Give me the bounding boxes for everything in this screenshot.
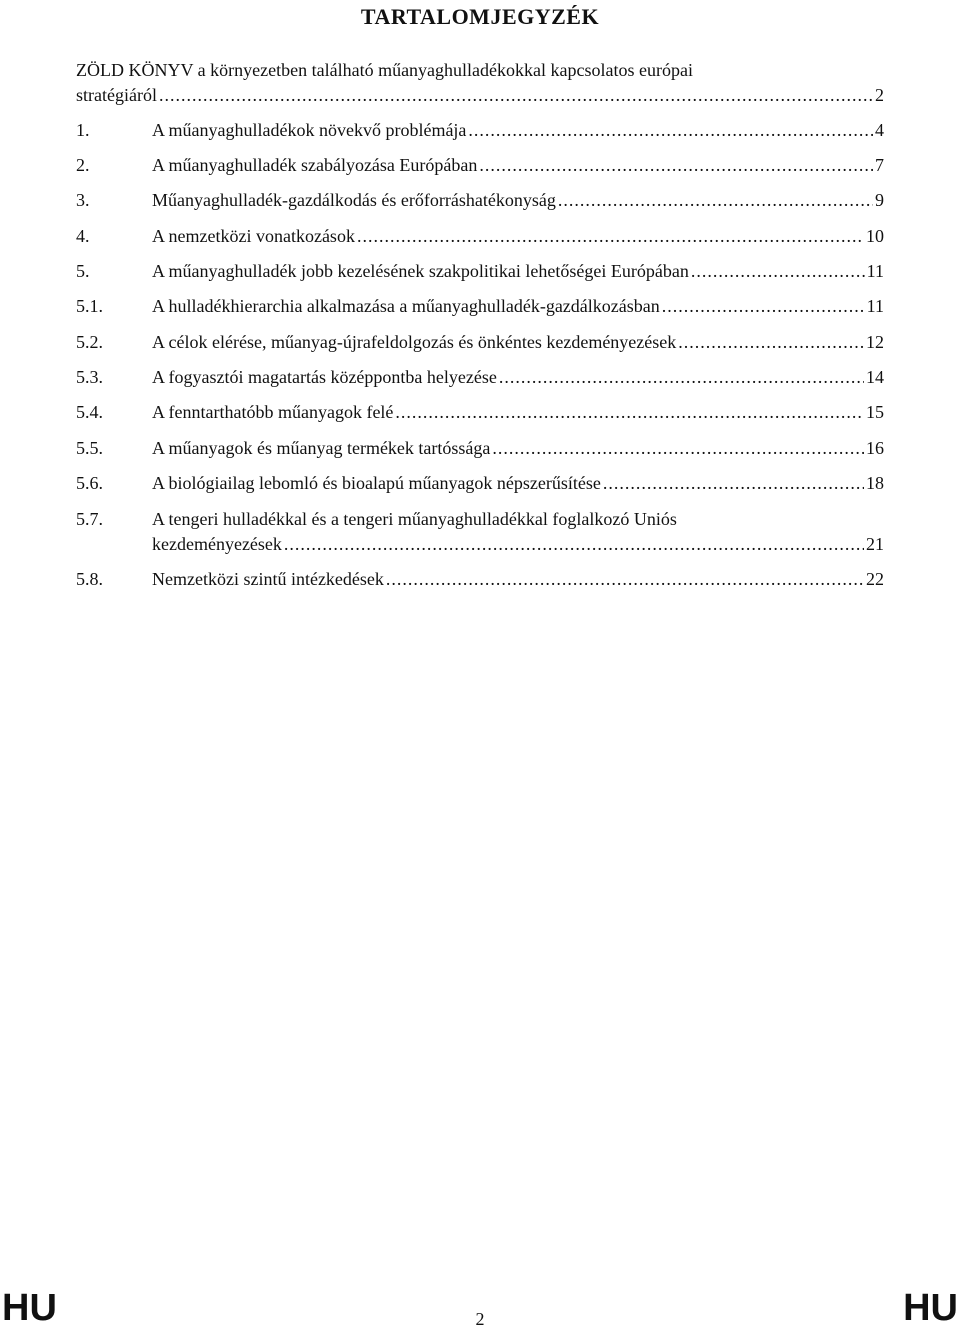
toc-entry-number: 5.8. [76, 569, 103, 589]
leader-dots [468, 118, 873, 143]
toc-entry-text: A műanyaghulladékok növekvő problémája [152, 120, 467, 140]
toc-entry-text: A fenntarthatóbb műanyagok felé [152, 402, 394, 422]
toc-entry-5-4[interactable] [76, 400, 884, 425]
toc-entry-number: 5.1. [76, 296, 103, 316]
leader-dots [159, 83, 873, 108]
leader-dots [492, 436, 864, 461]
toc-page-number: 2 [875, 85, 884, 105]
toc-page-number: 10 [866, 226, 884, 246]
toc-entry-text: A célok elérése, műanyag-újrafeldolgozás és önkéntes kezdeményezések [152, 332, 677, 352]
toc-page-number: 21 [866, 534, 884, 554]
toc-entry-text: kezdeményezések [152, 534, 282, 554]
toc-entry-text: stratégiáról [76, 85, 157, 105]
toc-entry-text: A műanyaghulladék szabályozása Európában [152, 155, 478, 175]
toc-entry-number: 5. [76, 261, 90, 281]
toc-page-number: 9 [875, 190, 884, 210]
page-title: TARTALOMJEGYZÉK [360, 4, 600, 29]
toc-page-number: 11 [866, 296, 884, 316]
toc-entry-number: 5.7. [76, 509, 103, 529]
toc-entry-text: Nemzetközi szintű intézkedések [152, 569, 384, 589]
toc-entry-text-line1: A tengeri hulladékkal és a tengeri műanyaghulladékkal foglalkozó Uniós [152, 509, 677, 529]
toc-entry-text-line1: ZÖLD KÖNYV a környezetben található műanyaghulladékokkal kapcsolatos európai [76, 60, 693, 80]
toc-entry-4[interactable] [76, 224, 884, 249]
toc-entry-number: 5.5. [76, 438, 103, 458]
toc-entry-text: Műanyaghulladék-gazdálkodás és erőforráshatékonyság [152, 190, 556, 210]
toc-entry-5-6[interactable] [76, 471, 884, 496]
page-number: 2 [475, 1309, 485, 1329]
toc-entry-number: 3. [76, 190, 90, 210]
leader-dots [691, 259, 865, 284]
leader-dots [678, 330, 864, 355]
toc-entry-5-7[interactable] [76, 507, 884, 557]
toc-page-number: 4 [875, 120, 884, 140]
toc-entry-number: 1. [76, 120, 90, 140]
toc-entry-5-8[interactable] [76, 567, 884, 592]
toc-page-number: 7 [875, 155, 884, 175]
toc-page-number: 16 [866, 438, 884, 458]
toc-entry-number: 5.2. [76, 332, 103, 352]
toc-entry-5-5[interactable] [76, 436, 884, 461]
toc-entry-text: A biológiailag lebomló és bioalapú műanyagok népszerűsítése [152, 473, 601, 493]
toc-entry-5-1[interactable] [76, 294, 884, 319]
leader-dots [603, 471, 864, 496]
toc-entry-3[interactable] [76, 188, 884, 213]
toc-entry-5-3[interactable] [76, 365, 884, 390]
language-code-left: HU [2, 1287, 57, 1329]
leader-dots [395, 400, 864, 425]
toc-page-number: 12 [866, 332, 884, 352]
toc-entry-5[interactable] [76, 259, 884, 284]
toc-entry-text: A hulladékhierarchia alkalmazása a műanyaghulladék-gazdálkozásban [152, 296, 660, 316]
toc-entry-text: A műanyaghulladék jobb kezelésének szakpolitikai lehetőségei Európában [152, 261, 689, 281]
toc-page-number: 15 [866, 402, 884, 422]
toc-entry-text: A műanyagok és műanyag termékek tartóssága [152, 438, 491, 458]
leader-dots [357, 224, 864, 249]
toc-entry-green-paper[interactable] [76, 58, 884, 108]
language-code-right: HU [903, 1287, 958, 1329]
toc-entry-1[interactable] [76, 118, 884, 143]
toc-entry-number: 5.3. [76, 367, 103, 387]
toc-page-number: 11 [866, 261, 884, 281]
toc-page-number: 18 [866, 473, 884, 493]
toc-page-number: 22 [866, 569, 884, 589]
toc-entry-number: 5.4. [76, 402, 103, 422]
toc-page-number: 14 [866, 367, 884, 387]
toc-entry-5-2[interactable] [76, 330, 884, 355]
toc-entry-text: A fogyasztói magatartás középpontba helyezése [152, 367, 497, 387]
leader-dots [386, 567, 864, 592]
toc-entry-2[interactable] [76, 153, 884, 178]
leader-dots [284, 532, 864, 557]
toc-entry-number: 5.6. [76, 473, 103, 493]
toc-entry-text: A nemzetközi vonatkozások [152, 226, 355, 246]
leader-dots [479, 153, 873, 178]
toc-entry-number: 4. [76, 226, 90, 246]
leader-dots [662, 294, 865, 319]
leader-dots [558, 188, 873, 213]
leader-dots [499, 365, 864, 390]
toc-entry-number: 2. [76, 155, 90, 175]
